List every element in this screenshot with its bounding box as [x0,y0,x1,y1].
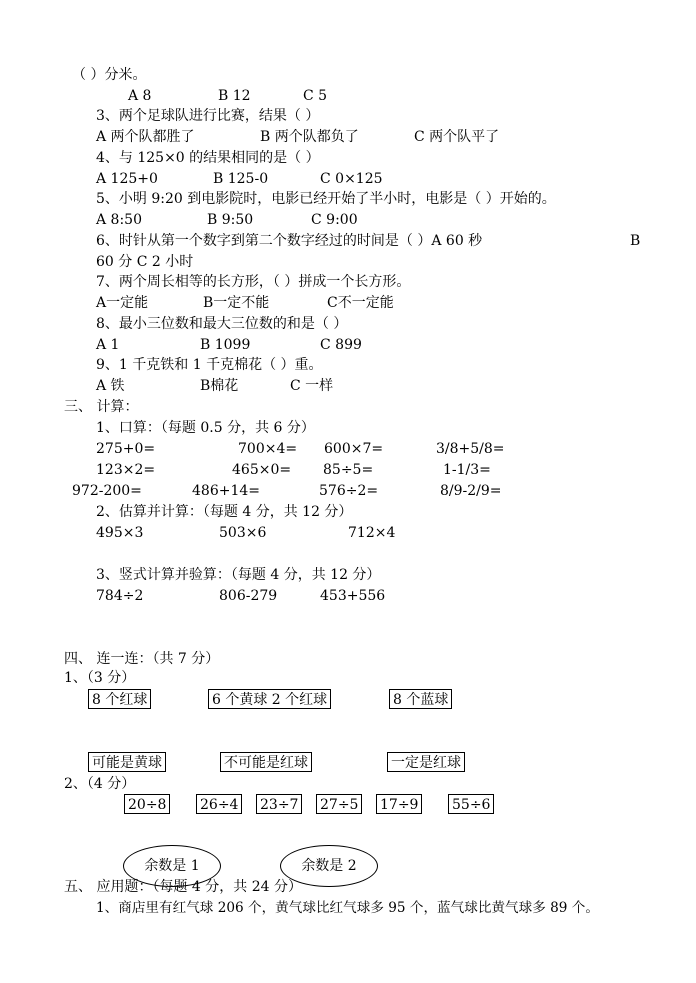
probability-box[interactable]: 一定是红球 [387,752,465,772]
probability-box[interactable]: 可能是黄球 [88,752,166,772]
q6-option-b: B [630,233,641,249]
q3-option-a: A 两个队都胜了 [96,129,195,145]
calc-item: 1-1/3= [443,462,491,478]
remainder-oval[interactable]: 余数是 2 [280,845,378,887]
q8-option-c: C 899 [320,337,362,353]
calc-item: 8/9-2/9= [440,483,502,499]
vertical-calc-item: 806-279 [219,588,278,604]
calc-item: 85÷5= [323,462,374,478]
q5-text: 5、小明 9:20 到电影院时，电影已经开始了半小时，电影是（ ）开始的。 [96,191,556,207]
q3-option-b: B 两个队都负了 [260,129,359,145]
calc-item: 275+0= [96,441,156,457]
matching-part-2: 2、（4 分） [64,776,136,792]
division-box[interactable]: 17÷9 [376,794,422,814]
q2-option-a: A 8 [128,88,152,104]
mental-math-heading: 1、口算：（每题 0.5 分，共 6 分） [96,420,315,436]
q8-option-a: A 1 [96,337,120,353]
calc-item: 600×7= [324,441,384,457]
q4-option-a: A 125+0 [96,171,158,187]
vertical-calc-item: 453+556 [320,588,386,604]
section-3-title: 三、 计算： [64,399,139,415]
estimate-item: 712×4 [348,525,396,541]
vertical-calc-heading: 3、竖式计算并验算：（每题 4 分，共 12 分） [96,567,381,583]
q6-continuation: 60 分 C 2 小时 [96,254,194,270]
ball-set-box[interactable]: 6 个黄球 2 个红球 [208,689,331,709]
q2-tail: （ ）分米。 [72,67,147,83]
q4-option-b: B 125-0 [213,171,269,187]
q9-option-c: C 一样 [290,378,334,394]
q9-text: 9、1 千克铁和 1 千克棉花（ ）重。 [96,357,323,373]
calc-item: 123×2= [96,462,156,478]
calc-item: 972-200= [72,483,142,499]
q5-option-c: C 9:00 [311,212,358,228]
calc-item: 486+14= [192,483,260,499]
section-4-title: 四、 连一连：（共 7 分） [64,651,220,667]
calc-item: 465×0= [232,462,292,478]
q8-option-b: B 1099 [200,337,251,353]
calc-item: 3/8+5/8= [436,441,505,457]
q3-text: 3、两个足球队进行比赛，结果（ ） [96,108,320,124]
remainder-oval[interactable]: 余数是 1 [123,845,221,887]
q9-option-b: B棉花 [200,378,239,394]
q7-option-c: C不一定能 [327,295,394,311]
q9-option-a: A 铁 [96,378,125,394]
probability-box[interactable]: 不可能是红球 [220,752,312,772]
matching-part-1: 1、（3 分） [64,670,136,686]
q7-text: 7、两个周长相等的长方形，（ ）拼成一个长方形。 [96,274,411,290]
q5-option-a: A 8:50 [96,212,142,228]
q8-text: 8、最小三位数和最大三位数的和是（ ） [96,316,348,332]
q6-text: 6、时针从第一个数字到第二个数字经过的时间是（ ）A 60 秒 [96,233,483,249]
division-box[interactable]: 20÷8 [124,794,170,814]
word-problem-1: 1、商店里有红气球 206 个，黄气球比红气球多 95 个，蓝气球比黄气球多 89 个。 [96,900,599,916]
q2-option-c: C 5 [303,88,328,104]
q4-option-c: C 0×125 [320,171,383,187]
ball-set-box[interactable]: 8 个红球 [88,689,151,709]
estimate-item: 503×6 [219,525,267,541]
division-box[interactable]: 23÷7 [256,794,302,814]
section-5-title: 五、 应用题：（每题 4 分，共 24 分） [64,879,302,895]
vertical-calc-item: 784÷2 [96,588,144,604]
q7-option-a: A一定能 [96,295,149,311]
estimate-heading: 2、估算并计算：（每题 4 分，共 12 分） [96,504,353,520]
calc-item: 700×4= [238,441,298,457]
q4-text: 4、与 125×0 的结果相同的是（ ） [96,150,320,166]
division-box[interactable]: 26÷4 [196,794,242,814]
division-box[interactable]: 27÷5 [316,794,362,814]
q3-option-c: C 两个队平了 [414,129,500,145]
q7-option-b: B一定不能 [203,295,270,311]
ball-set-box[interactable]: 8 个蓝球 [389,689,452,709]
calc-item: 576÷2= [319,483,379,499]
q5-option-b: B 9:50 [207,212,254,228]
division-box[interactable]: 55÷6 [448,794,494,814]
estimate-item: 495×3 [96,525,144,541]
q2-option-b: B 12 [218,88,251,104]
